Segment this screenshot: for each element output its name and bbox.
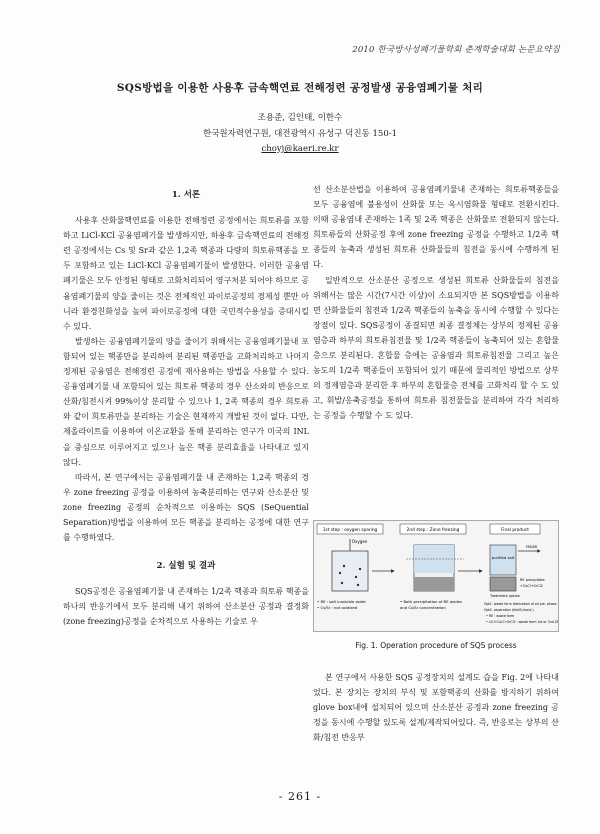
affiliation: 한국원자력연구원, 대전광역시 유성구 덕진동 150-1 bbox=[202, 129, 398, 139]
left-column bbox=[63, 184, 309, 630]
re-precipitate-label: RE precipitate bbox=[520, 578, 545, 582]
running-header: 2010 한국방사성폐기물학회 춘계학술대회 논문요약집 bbox=[352, 45, 560, 55]
concentrated-layer bbox=[414, 577, 454, 591]
final-label: Final product bbox=[501, 528, 529, 533]
paper-title: SQS방법을 이용한 사용후 금속핵연료 전해정련 공정발생 공융염폐기물 처리 bbox=[116, 82, 484, 94]
option-2b: • LiCl+CsCl+SrCl2 : waste form 1st or 2nd ZF bbox=[486, 620, 558, 624]
option-2a: • RE : waste form bbox=[486, 614, 515, 618]
section-1-paragraph-3: 따라서, 본 연구에서는 공융염폐기물 내 존재하는 1,2족 핵종의 경우 zone freezing 공정을 이용하여 농축분리하는 연구와 산소분산 및 zone freezing 공정의 순차적으로 이용하는 SQS (SeQuential Separation)방법을 이용하여 모든 핵종을 분리하는 공정에 대한 연구를 수행하였다. bbox=[63, 472, 309, 543]
section-1-paragraph-1: 사용후 산화물핵연료를 이용한 전해정련 공정에서는 희토류를 포함하고 LiCl-KCl 공융염폐기물 발생하지만, 하용후 금속핵연료의 전해정련 공정에서는 Cs 및 Sr과 같은 1,2족 핵종과 다량의 희토류핵종을 모두 포함하고 있는 LiCl-KCl 공융염폐기물이 발생한다. 이러한 공융염폐기물은 모두 안정된 형태로 고화처리되어 영구처분 되어야 하므로 공융염폐기물의 양을 줄이는 것은 전체적인 파이로공정의 경제성 뿐만 아니라 환경친화성을 높여 파이로공정에 대한 국민적수용성을 증대시킬 수 있다. bbox=[63, 216, 309, 331]
bubble bbox=[339, 572, 341, 574]
legend-2b: and Cs/Sr concentration bbox=[400, 605, 446, 610]
sqs-process-diagram bbox=[314, 521, 558, 631]
right-column-lower bbox=[313, 670, 559, 745]
right-paragraph-2: 일반적으로 산소분산 공정으로 생성된 희토류 산화물들의 침전을 위해서는 많은 시간(7시간 이상)이 소요되지만 본 SQS방법을 이용하면 산화물들의 침전과 1/2족 핵종들의 농축을 동시에 수행할 수 있다는 장점이 있다. SQS공정이 종결되면 최종 결정체는 상부의 정제된 공융염층과 하부의 희토류침전물 및 1/2족 핵종들이 농축되어 있는 혼합물층으로 분리된다. 혼합물 층에는 공융염과 희토류침전물 그리고 높은 농도의 1/2족 핵종들이 포함되어 있기 때문에 물리적인 방법으로 상부의 정제염층과 분리한 후 하부의 혼합물층 전체를 고화처리 할 수 도 있고, 휘발/응축공정을 통하여 희토류 침전물들을 분리하여 각각 처리하는 공정을 수행할 수 도 있다. bbox=[313, 275, 559, 421]
bubble bbox=[343, 565, 345, 567]
purified-block bbox=[490, 545, 516, 575]
right-paragraph-1: 선 산소분산법을 이용하여 공융염폐기물내 존재하는 희토류핵종들을 모두 공융염에 불용성이 산화물 또는 옥시염화물 형태로 전환시킨다. 이때 공융염내 존재하는 1족 및 2족 핵종은 산화물로 전환되지 않는다. 희토류들의 산화공정 후에 zone freezing 공정을 수행하고 1/2족 핵종들의 농축과 생성된 희토류 산화물들의 침전을 동시에 수행하게 된다. bbox=[313, 185, 559, 270]
bubble bbox=[355, 576, 357, 578]
section-2-title: 2. 실험 및 결과 bbox=[156, 561, 216, 572]
option-1: Opt1. waste form fabrication of all pre. phase bbox=[484, 602, 557, 606]
bubble bbox=[359, 568, 361, 570]
purified-label: purified salt bbox=[491, 555, 515, 560]
section-1-title: 1. 서론 bbox=[171, 190, 201, 200]
treatment-label: Treatment option bbox=[490, 594, 520, 598]
page-number: - 261 - bbox=[278, 790, 322, 803]
bubble bbox=[341, 582, 343, 584]
step1-label: 1st step : oxygen sparing bbox=[322, 528, 378, 533]
step2-label: 2nd step : Zone freezing bbox=[406, 528, 460, 533]
legend-2a: • Both precipitation of RE oxides bbox=[400, 599, 462, 604]
step1-vessel bbox=[332, 551, 368, 591]
author-list: 조용준, 김인태, 이한수 bbox=[257, 113, 343, 123]
oxygen-label: Oxygen bbox=[352, 539, 368, 544]
precipitate-block bbox=[490, 577, 516, 591]
section-2-paragraph-1: SQS공정은 공융염폐기물 내 존재하는 1/2족 핵종과 희토류 핵종을 하나의 반응기에서 모두 분리해 내기 위하여 산소분산 공정과 결정화(zone freezing)공정을 순차적으로 사용하는 기술로 우 bbox=[63, 587, 309, 627]
section-1-paragraph-2: 발생하는 공융염폐기물의 양을 줄이기 위해서는 공융염폐기물내 포함되어 있는 핵종만을 분리하여 분리된 핵종만을 고화처리하고 나머지 정제된 공융염은 전해정련 공정에 재사용하는 방법을 사용할 수 있다. 공융염폐기물 내 포함되어 있는 희토류 핵종의 경우 산소와의 반응으로 산화/침전시켜 99%이상 분리할 수 있으나 1, 2족 핵종의 경우 희토류와 같이 희토류만을 분리하는 기술은 현재까지 개발된 것이 없다. 다만, 제올라이트를 이용하여 이온교환을 통해 분리하는 연구가 미국의 INL을 중심으로 이루어지고 있으나 높은 핵종 분리효율을 나타내고 있지 않다. bbox=[63, 336, 309, 467]
right-column bbox=[313, 182, 559, 424]
figure-sqs-process bbox=[313, 520, 559, 632]
author-email-link[interactable]: choyj@kaeri.re.kr bbox=[261, 144, 339, 154]
author-email-line bbox=[0, 144, 600, 154]
bubble bbox=[357, 584, 359, 586]
legend-1a: • RE : salt insoluble oxide bbox=[317, 599, 366, 604]
right-paragraph-3: 본 연구에서 사용한 SQS 공정장치의 설계도 습을 Fig. 2에 나타내었다. 본 장치는 장치의 부식 및 포함핵종의 산화를 방지하기 위하여 glove box내에 설치되어 있으며 산소분산 공정과 zone freezing 공정을 동시에 수행할 있도록 설계/제작되어있다. 즉, 반응로는 상부의 산화/침전 반응부 bbox=[313, 673, 559, 743]
option-2: Opt2. separation (distill./cond.) bbox=[484, 608, 534, 612]
legend-1b: • Cs/Sr : not oxidized bbox=[317, 605, 358, 610]
concentrated-label: +CsCl+SrCl2 bbox=[520, 584, 543, 588]
figure-caption: Fig. 1. Operation procedure of SQS process bbox=[355, 641, 517, 650]
reuse-label: reuse bbox=[526, 544, 538, 549]
